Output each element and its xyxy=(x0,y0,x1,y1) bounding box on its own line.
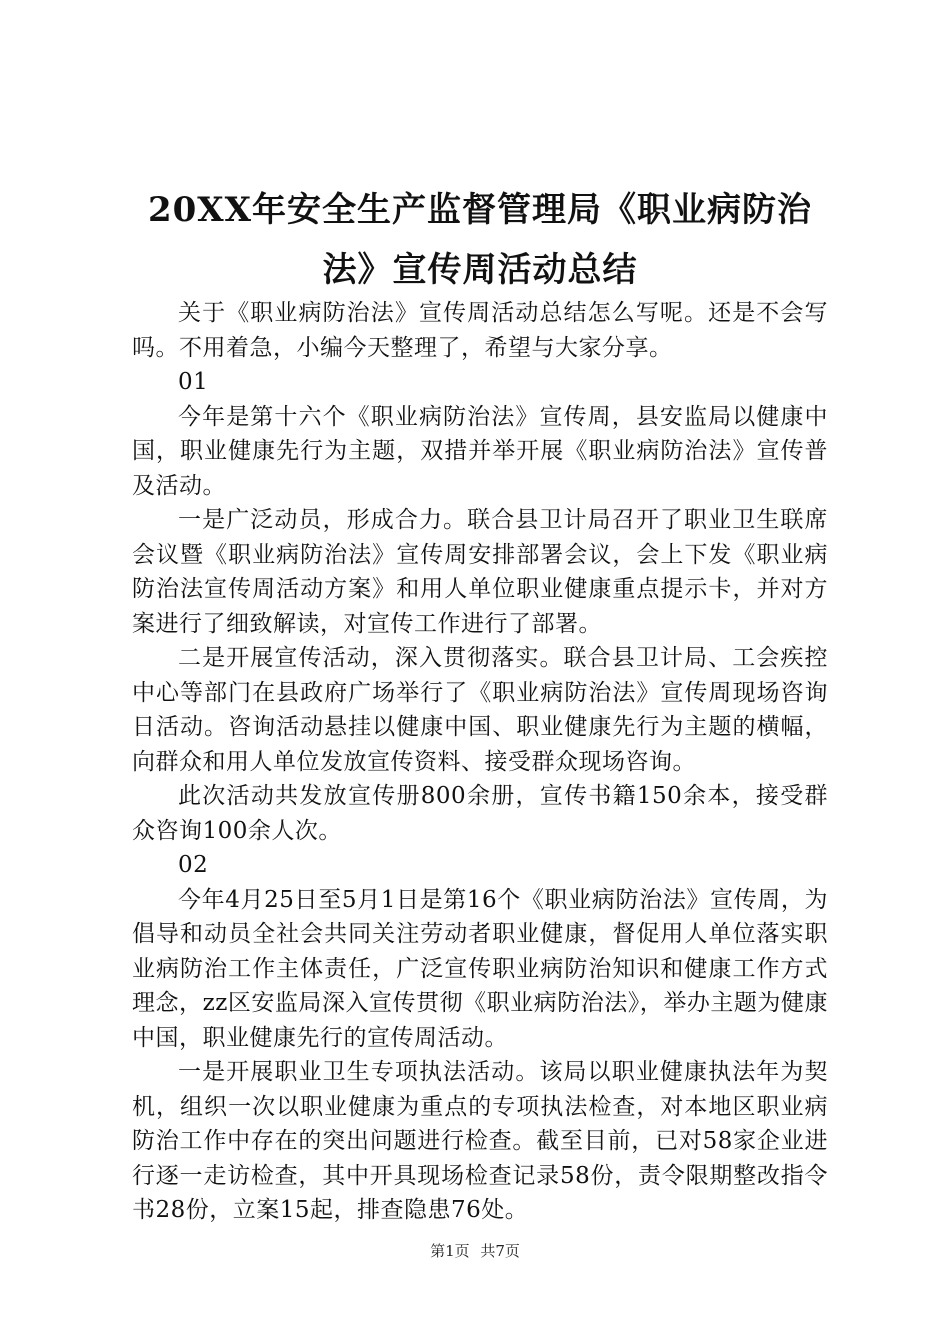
page-footer xyxy=(0,1240,950,1261)
page-total: 共7页 xyxy=(480,1242,520,1260)
body-paragraph: 二是开展宣传活动，深入贯彻落实。联合县卫计局、工会疾控中心等部门在县政府广场举行了《职业病防治法》宣传周现场咨询日活动。咨询活动悬挂以健康中国、职业健康先行为主题的横幅，向群众和用人单位发放宣传资料、接受群众现场咨询。 xyxy=(132,645,828,775)
body-paragraph: 今年4月25日至5月1日是第16个《职业病防治法》宣传周，为倡导和动员全社会共同关注劳动者职业健康，督促用人单位落实职业病防治工作主体责任，广泛宣传职业病防治知识和健康工作方式理念，zz区安监局深入宣传贯彻《职业病防治法》，举办主题为健康中国，职业健康先行的宣传周活动。 xyxy=(132,886,828,1051)
page-number: 第1页 xyxy=(430,1242,470,1260)
intro-paragraph: 关于《职业病防治法》宣传周活动总结怎么写呢。还是不会写吗。不用着急，小编今天整理了，希望与大家分享。 xyxy=(132,300,828,361)
body-paragraph: 一是开展职业卫生专项执法活动。该局以职业健康执法年为契机，组织一次以职业健康为重点的专项执法检查，对本地区职业病防治工作中存在的突出问题进行检查。截至目前，已对58家企业进行逐一走访检查，其中开具现场检查记录58份，责令限期整改指令书28份，立案15起，排查隐患76处。 xyxy=(132,1059,828,1223)
title-line-1: 20XX年安全生产监督管理局《职业病防治 xyxy=(147,190,813,230)
title-line-2: 法》宣传周活动总结 xyxy=(322,250,638,290)
body-paragraph: 此次活动共发放宣传册800余册，宣传书籍150余本，接受群众咨询100余人次。 xyxy=(132,783,828,844)
document-body xyxy=(132,296,828,1228)
body-paragraph: 今年是第十六个《职业病防治法》宣传周，县安监局以健康中国，职业健康先行为主题，双措并举开展《职业病防治法》宣传普及活动。 xyxy=(132,403,828,499)
document-title xyxy=(120,180,840,300)
section-number: 01 xyxy=(178,369,209,395)
section-number: 02 xyxy=(178,852,209,878)
body-paragraph: 一是广泛动员，形成合力。联合县卫计局召开了职业卫生联席会议暨《职业病防治法》宣传周安排部署会议，会上下发《职业病防治法宣传周活动方案》和用人单位职业健康重点提示卡，并对方案进行了细致解读，对宣传工作进行了部署。 xyxy=(132,507,828,637)
